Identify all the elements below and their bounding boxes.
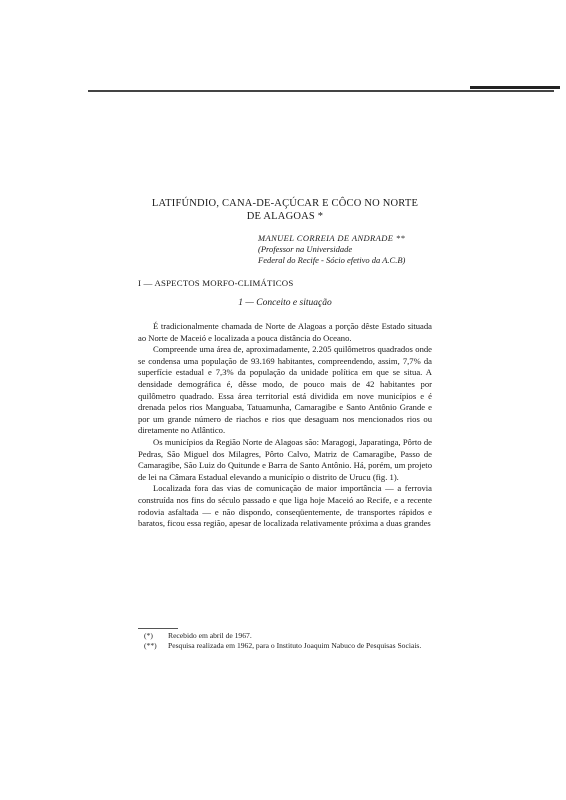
section-heading: I — ASPECTOS MORFO-CLIMÁTICOS [138,278,294,288]
footnote-text: Pesquisa realizada em 1962, para o Instituto Joaquim Nabuco de Pesquisas Sociais. [168,641,422,650]
paragraph: Os municípios da Região Norte de Alagoas são: Maragogi, Japaratinga, Pôrto de Pedras, São Miguel dos Milagres, Pôrto Calvo, Matriz de Camaragibe, Passo de Camaragibe, São Luiz do Quitunde e Barra de Santo Antônio. Há, porém, um projeto de lei na Câmara Estadual elevando a município o distrito de Urucu (fig. 1). [138,436,432,482]
header-rule-accent [470,86,560,89]
subsection-heading: 1 — Conceito e situação [238,298,332,308]
footnotes [138,631,432,651]
author-affiliation-2: Federal do Recife - Sócio efetivo da A.C.B) [258,255,406,265]
header-rule [88,90,554,92]
footnote [138,641,432,651]
author-affiliation-1: (Professor na Universidade [258,244,353,254]
author-block [258,233,438,266]
footnote-mark: (**) [144,641,157,650]
paragraph: Compreende uma área de, aproximadamente, 2.205 quilômetros quadrados onde se condensa uma população de 93.169 habitantes, compreendendo, assim, 7,7% da superfície estadual e 7,3% da população da unidade política em que se situa. A densidade demográfica é, dêsse modo, de pouco mais de 42 habitantes por quilômetro quadrado. Essa área territorial está dividida em nove municípios e é drenada pelos rios Manguaba, Tatuamunha, Camaragibe e Santo Antônio Grande e por um grande número de riachos e rios que desaguam nos mencionados rios ou diretamente no Atlântico. [138,344,432,436]
article-title [138,197,432,223]
body-text [138,321,432,530]
footnote-text: Recebido em abril de 1967. [168,631,252,640]
title-line-1: LATIFÚNDIO, CANA-DE-AÇÚCAR E CÔCO NO NORTE [151,198,419,209]
footnote [138,631,432,641]
footnote-mark: (*) [144,631,153,640]
paragraph: É tradicionalmente chamada de Norte de Alagoas a porção dêste Estado situada ao Norte de Maceió e localizada a pouca distância do Oceano. [138,321,432,343]
author-name: MANUEL CORREIA DE ANDRADE ** [258,233,406,243]
footnote-rule [138,628,178,629]
title-line-2: DE ALAGOAS * [246,211,324,222]
paragraph: Localizada fora das vias de comunicação de maior importância — a ferrovia construída nos fins do século passado e que liga hoje Maceió ao Recife, e a recente rodovia asfaltada — e não dispondo, conseqüentemente, de transportes rápidos e baratos, ficou essa região, apesar de localizada relativamente próxima a duas grandes [138,483,432,529]
